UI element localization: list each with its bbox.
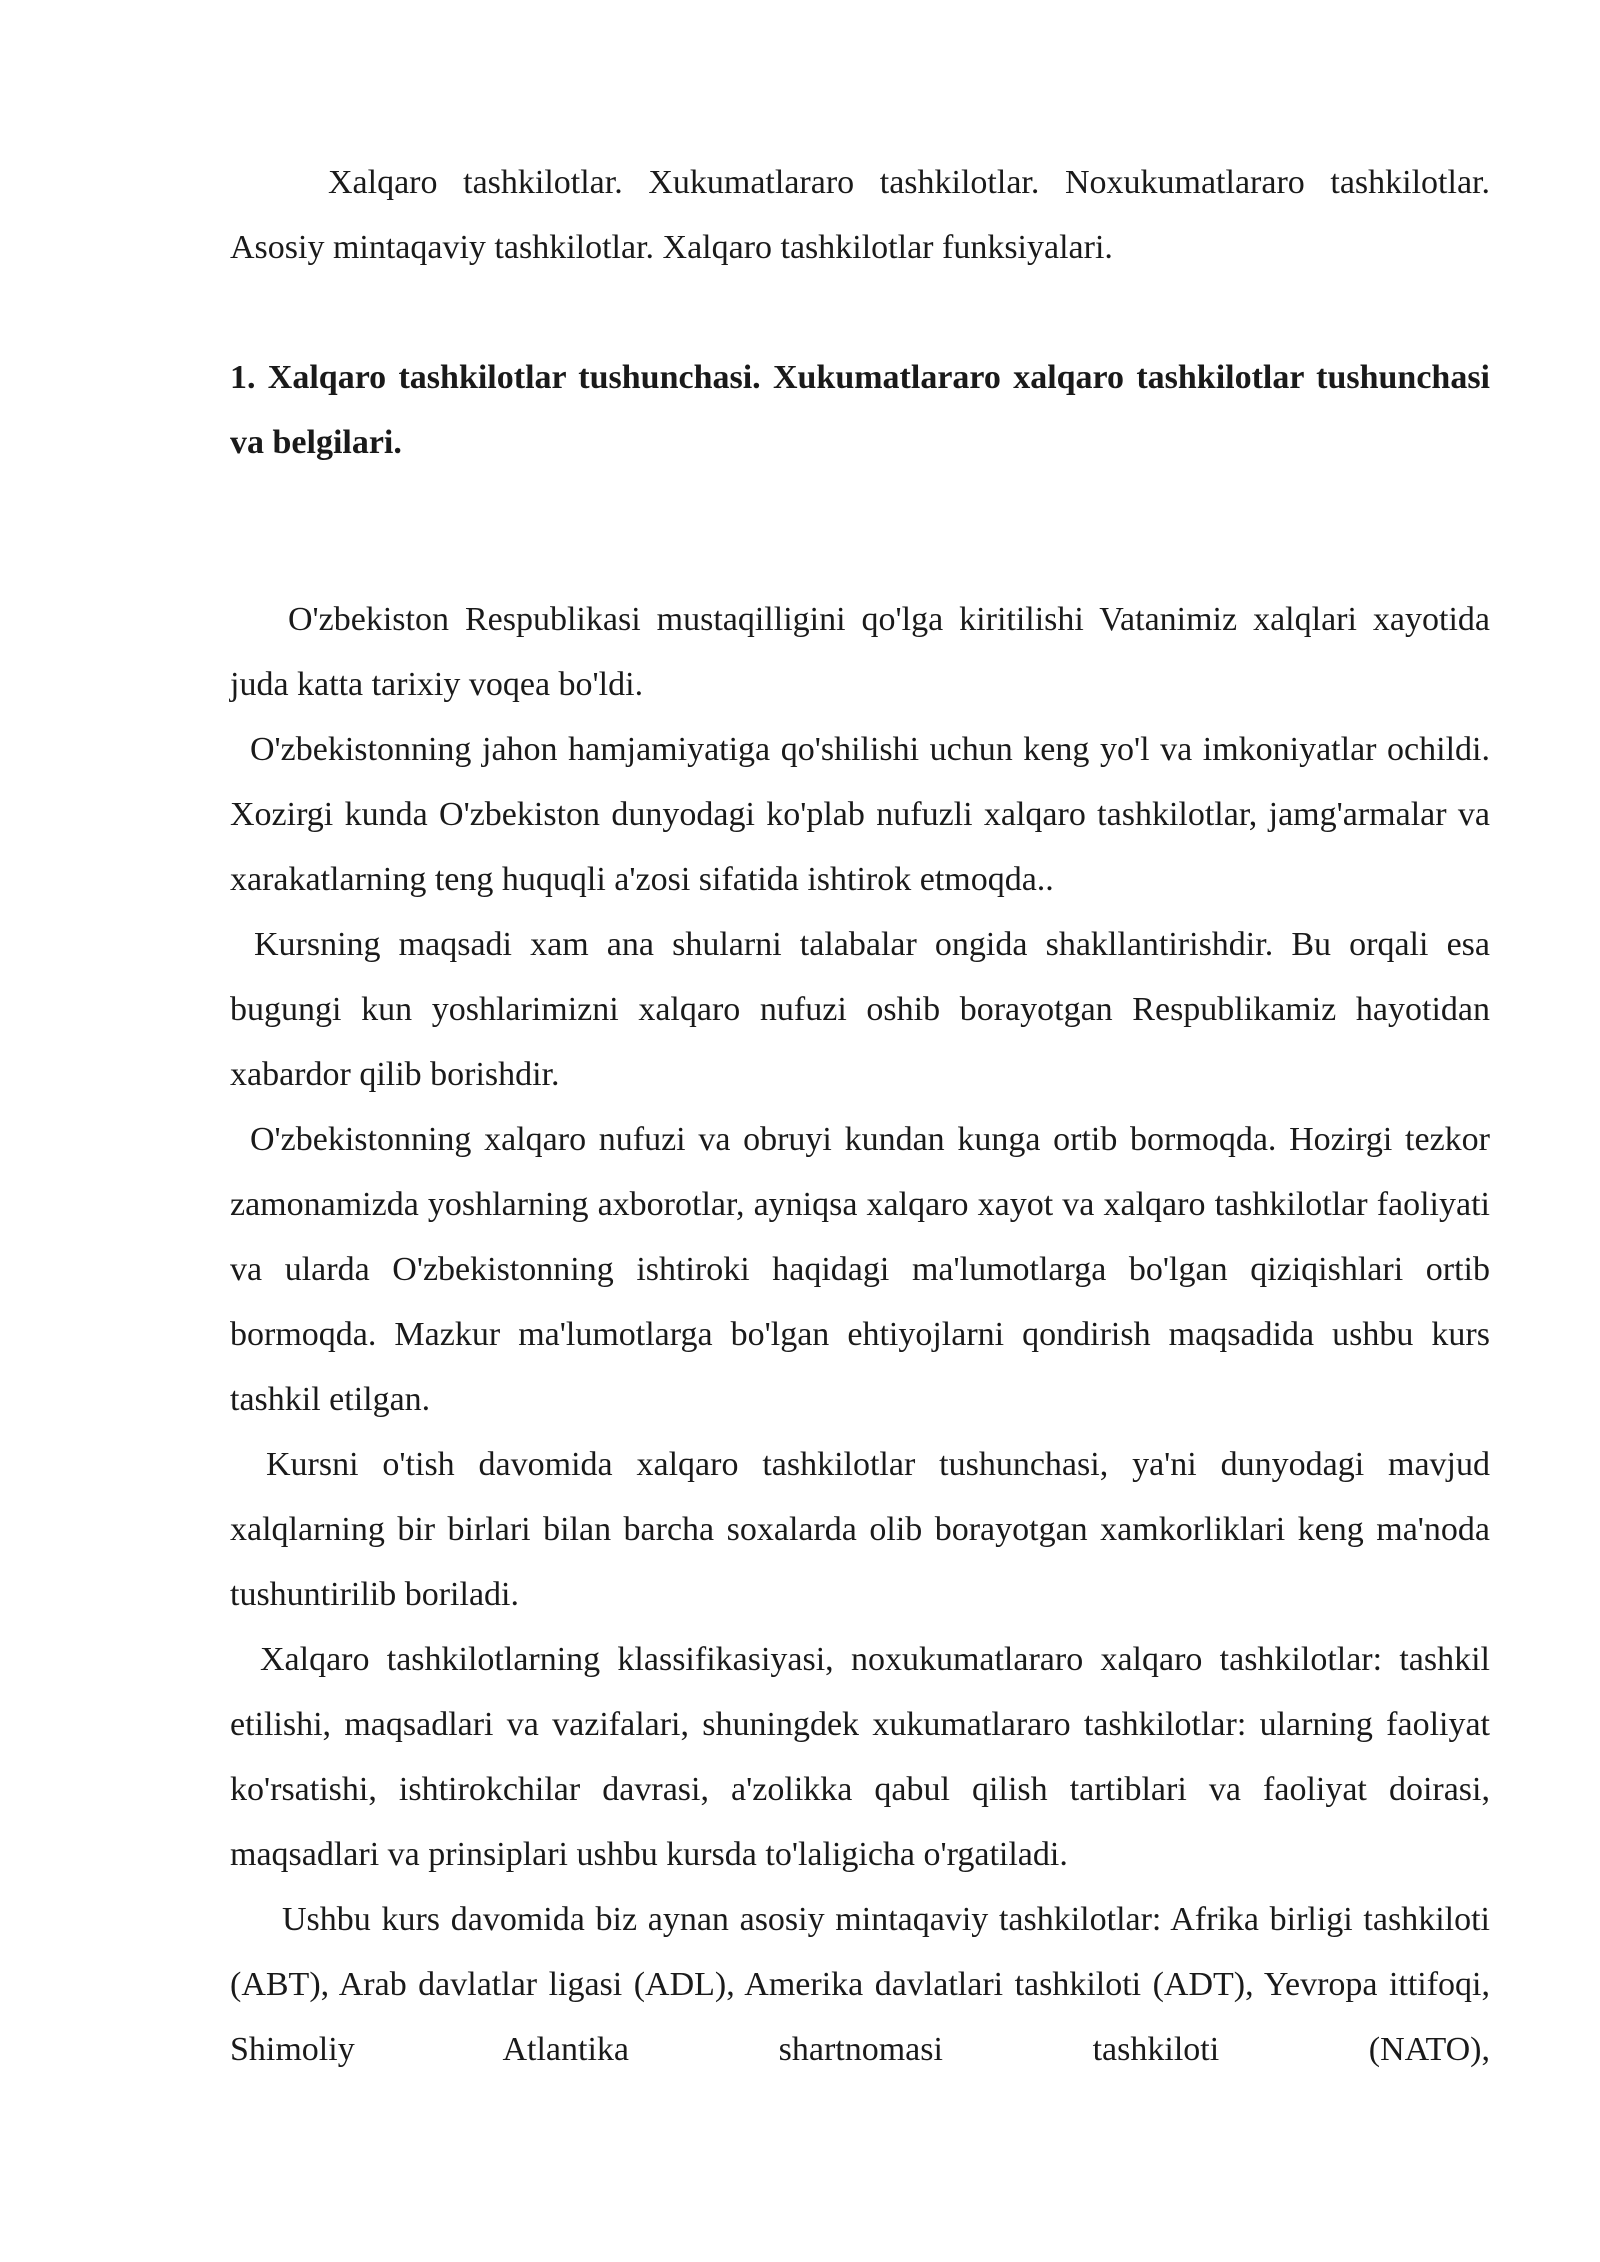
body-paragraph-5: Kursni o'tish davomida xalqaro tashkilotlar tushunchasi, ya'ni dunyodagi mavjud xalqlarning bir birlari bilan barcha soxalarda olib borayotgan xamkorliklari keng ma'noda tushuntirilib boriladi. xyxy=(230,1446,1490,1613)
body-paragraph-4: O'zbekistonning xalqaro nufuzi va obruyi kundan kunga ortib bormoqda. Hozirgi tezkor zamonamizda yoshlarning axborotlar, ayniqsa xalqaro xayot va xalqaro tashkilotlar faoliyati va ularda O'zbekistonning ishtiroki haqidagi ma'lumotlarga bo'lgan qiziqishlari ortib bormoqda. Mazkur ma'lumotlarga bo'lgan ehtiyojlarni qondirish maqsadida ushbu kurs tashkil etilgan. xyxy=(230,1121,1490,1418)
body-paragraph-1: O'zbekiston Respublikasi mustaqilligini qo'lga kiritilishi Vatanimiz xalqlari xayotida juda katta tarixiy voqea bo'ldi. xyxy=(230,601,1490,703)
body-paragraph-6: Xalqaro tashkilotlarning klassifikasiyasi, noxukumatlararo xalqaro tashkilotlar: tashkil etilishi, maqsadlari va vazifalari, shuningdek xukumatlararo tashkilotlar: ularning faoliyat ko'rsatishi, ishtirokchilar davrasi, a'zolikka qabul qilish tartiblari va faoliyat doirasi, maqsadlari va prinsiplari ushbu kursda to'laligicha o'rgatiladi. xyxy=(230,1641,1490,1873)
section-heading: 1. Xalqaro tashkilotlar tushunchasi. Xukumatlararo xalqaro tashkilotlar tushunchasi va belgilari. xyxy=(230,359,1490,461)
body-paragraph-2: O'zbekistonning jahon hamjamiyatiga qo'shilishi uchun keng yo'l va imkoniyatlar ochildi. Xozirgi kunda O'zbekiston dunyodagi ko'plab nufuzli xalqaro tashkilotlar, jamg'armalar va xarakatlarning teng huquqli a'zosi sifatida ishtirok etmoqda.. xyxy=(230,731,1490,898)
document-page xyxy=(230,150,1490,2082)
intro-paragraph: Xalqaro tashkilotlar. Xukumatlararo tashkilotlar. Noxukumatlararo tashkilotlar. Asosiy mintaqaviy tashkilotlar. Xalqaro tashkilotlar funksiyalari. xyxy=(230,164,1490,266)
body-paragraph-7: Ushbu kurs davomida biz aynan asosiy mintaqaviy tashkilotlar: Afrika birligi tashkiloti (ABT), Arab davlatlar ligasi (ADL), Amerika davlatlari tashkiloti (ADT), Yevropa ittifoqi, Shimoliy Atlantika shartnomasi tashkiloti (NATO), xyxy=(230,1901,1490,2068)
body-paragraph-3: Kursning maqsadi xam ana shularni talabalar ongida shakllantirishdir. Bu orqali esa bugungi kun yoshlarimizni xalqaro nufuzi oshib borayotgan Respublikamiz hayotidan xabardor qilib borishdir. xyxy=(230,926,1490,1093)
